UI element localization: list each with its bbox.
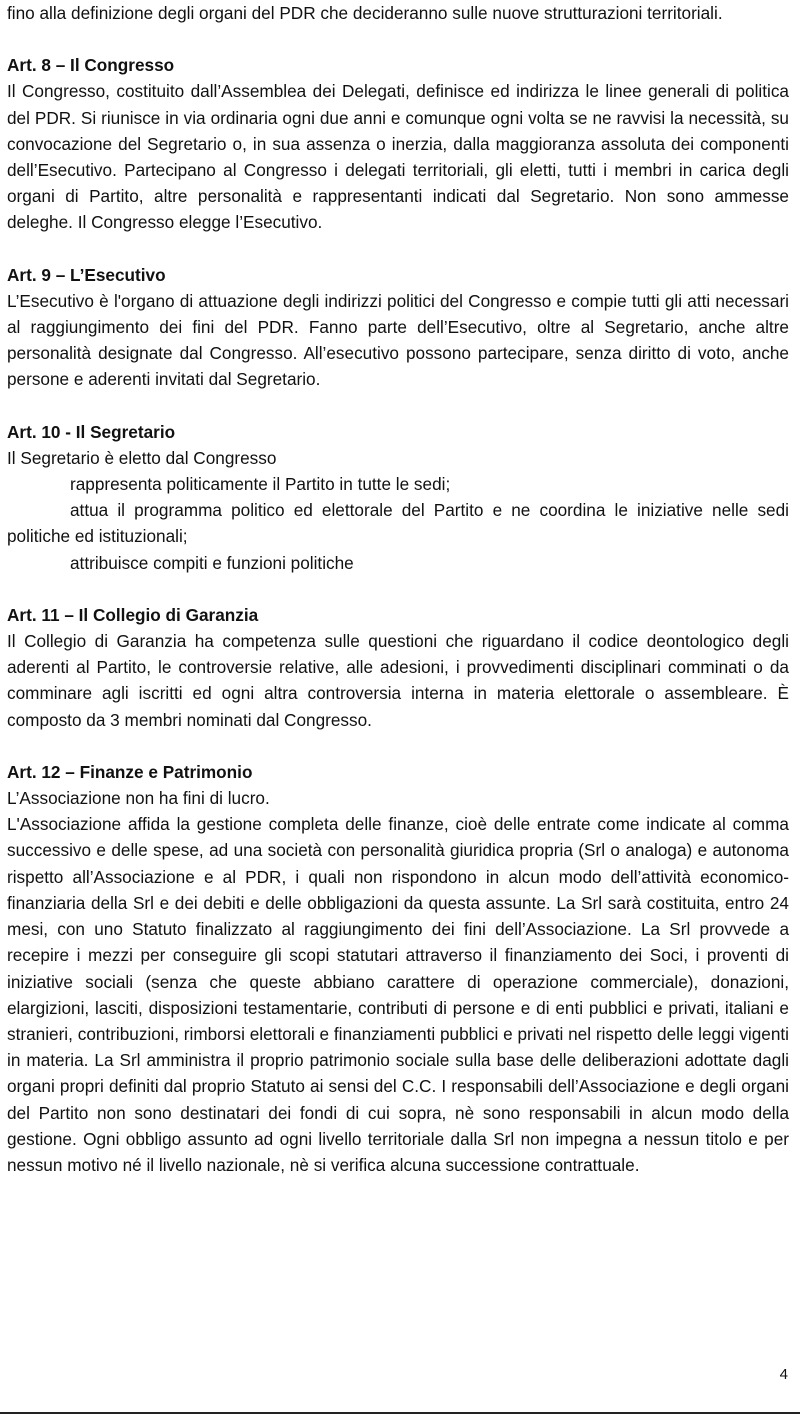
art10-heading: Art. 10 - Il Segretario <box>7 421 176 442</box>
art8-heading: Art. 8 – Il Congresso <box>7 55 175 76</box>
art9-body: L’Esecutivo è l'organo di attuazione degli indirizzi politici del Congresso e compie tutti gli atti necessari al raggiungimento dei fini del PDR. Fanno parte dell’Esecutivo, oltre al Segretario, anche altre personalità designate dal Congresso. All’esecutivo possono partecipare, senza diritto di voto, anche persone e aderenti invitati dal Segretario. <box>7 290 789 390</box>
art10-item-3: attribuisce compiti e funzioni politiche <box>70 552 354 573</box>
document-page <box>7 0 789 1178</box>
art11-body: Il Collegio di Garanzia ha competenza sulle questioni che riguardano il codice deontologico degli aderenti al Partito, le controversie relative, alle adesioni, i provvedimenti disciplinari comminati o da comminare agli iscritti ed ogni altra controversia interna in materia elettorale o assembleare. È composto da 3 membri nominati dal Congresso. <box>7 631 789 730</box>
intro-paragraph: fino alla definizione degli organi del PDR che decideranno sulle nuove strutturazioni territoriali. <box>7 3 723 23</box>
art12-heading: Art. 12 – Finanze e Patrimonio <box>7 761 253 782</box>
art12-line1: L’Associazione non ha fini di lucro. <box>7 788 270 809</box>
art10-item-2: attua il programma politico ed elettorale del Partito e ne coordina le iniziative nelle sedi politiche ed istituzionali; <box>7 500 789 547</box>
page-number: 4 <box>779 1366 788 1383</box>
art10-intro: Il Segretario è eletto dal Congresso <box>7 447 277 468</box>
art12-body: L'Associazione affida la gestione completa delle finanze, cioè delle entrate come indicate al comma successivo e delle spese, ad una società con personalità giuridica propria (Srl o analoga) e autonoma rispetto all’Associazione e al PDR, i quali non rispondono in alcun modo dell’attività economico-finanziaria della Srl e dei debiti e delle obbligazioni da questa assunte. La Srl sarà costituita, entro 24 mesi, con uno Statuto finalizzato al raggiungimento dei fini dell’Associazione. La Srl provvede a recepire i mezzi per conseguire gli scopi statutari attraverso il finanziamento dei Soci, i proventi di iniziative sociali (senza che queste abbiano carattere di operazione commerciale), donazioni, elargizioni, lasciti, disposizioni testamentarie, contributi di persone e di enti pubblici e privati, italiani e stranieri, contribuzioni, rimborsi elettorali e finanziamenti pubblici e privati nel rispetto delle leggi vigenti in materia. La Srl amministra il proprio patrimonio sociale sulla base delle deliberazioni adottate dagli organi propri definiti dal proprio Statuto ai sensi del C.C. I responsabili dell’Associazione e degli organi del Partito non sono destinatari dei fondi di cui sopra, nè sono responsabili in alcun modo della gestione. Ogni obbligo assunto ad ogni livello territoriale dalla Srl non impegna a nessun titolo e per nessun motivo né il livello nazionale, nè si verifica alcuna successione contrattuale. <box>7 814 789 1175</box>
art8-body: Il Congresso, costituito dall’Assemblea dei Delegati, definisce ed indirizza le linee generali di politica del PDR. Si riunisce in via ordinaria ogni due anni e comunque ogni volta se ne ravvisi la necessità, su convocazione del Segretario o, in sua assenza o inerzia, dalla maggioranza assoluta dei componenti dell’Esecutivo. Partecipano al Congresso i delegati territoriali, gli eletti, tutti i membri in carica degli organi di Partito, altre personalità e rappresentanti indicati dal Segretario. Non sono ammesse deleghe. Il Congresso elegge l’Esecutivo. <box>7 81 789 233</box>
art10-item-1: rappresenta politicamente il Partito in tutte le sedi; <box>70 474 451 495</box>
art11-heading: Art. 11 – Il Collegio di Garanzia <box>7 604 259 625</box>
bottom-rule <box>0 1412 800 1414</box>
art9-heading: Art. 9 – L’Esecutivo <box>7 264 166 285</box>
